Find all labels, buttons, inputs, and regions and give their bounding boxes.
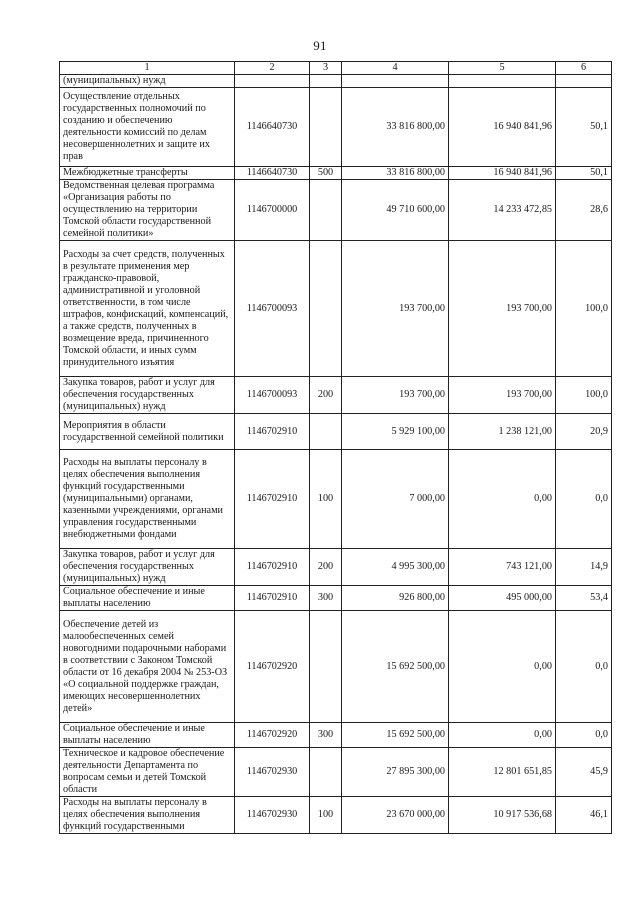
row-code: 1146702920: [235, 723, 310, 748]
row-planned-amount: [342, 75, 449, 88]
row-expense-type: 200: [310, 377, 342, 414]
header-col-4: 4: [342, 62, 449, 75]
row-planned-amount: 5 929 100,00: [342, 414, 449, 450]
row-code: 1146640730: [235, 88, 310, 167]
row-planned-amount: 33 816 800,00: [342, 88, 449, 167]
row-execution-percent: 28,6: [556, 180, 612, 241]
row-execution-percent: 0,0: [556, 611, 612, 723]
row-executed-amount: 0,00: [449, 611, 556, 723]
row-execution-percent: [556, 75, 612, 88]
header-row: [60, 62, 612, 75]
header-col-6: 6: [556, 62, 612, 75]
table-row: [60, 450, 612, 549]
row-code: 1146702930: [235, 797, 310, 834]
row-expense-type: 100: [310, 797, 342, 834]
row-name: Расходы за счет средств, полученных в результате применения мер гражданско-правовой, административной и уголовной ответственности, в том числе штрафов, конфискаций, компенсаций, а также средств, полученных в возмещение вреда, причиненного Томской области, и иных сумм принудительного изъятия: [60, 241, 235, 377]
row-execution-percent: 14,9: [556, 549, 612, 586]
row-executed-amount: 16 940 841,96: [449, 167, 556, 180]
header-col-2: 2: [235, 62, 310, 75]
row-executed-amount: 16 940 841,96: [449, 88, 556, 167]
table-row: [60, 75, 612, 88]
row-execution-percent: 46,1: [556, 797, 612, 834]
row-expense-type: 100: [310, 450, 342, 549]
row-code: 1146702930: [235, 748, 310, 797]
table-row: [60, 88, 612, 167]
row-name: (муниципальных) нужд: [60, 75, 235, 88]
row-planned-amount: 193 700,00: [342, 241, 449, 377]
row-code: 1146640730: [235, 167, 310, 180]
row-expense-type: 200: [310, 549, 342, 586]
row-name: Мероприятия в области государственной семейной политики: [60, 414, 235, 450]
header-col-5: 5: [449, 62, 556, 75]
table-row: [60, 748, 612, 797]
row-planned-amount: 33 816 800,00: [342, 167, 449, 180]
table-row: [60, 549, 612, 586]
table-row: [60, 241, 612, 377]
row-name: Закупка товаров, работ и услуг для обеспечения государственных (муниципальных) нужд: [60, 549, 235, 586]
table-row: [60, 180, 612, 241]
table-row: [60, 611, 612, 723]
row-expense-type: [310, 748, 342, 797]
row-code: 1146702920: [235, 611, 310, 723]
row-planned-amount: 193 700,00: [342, 377, 449, 414]
row-executed-amount: 0,00: [449, 723, 556, 748]
row-expense-type: 500: [310, 167, 342, 180]
row-name: Расходы на выплаты персоналу в целях обеспечения выполнения функций государственными: [60, 797, 235, 834]
row-planned-amount: 49 710 600,00: [342, 180, 449, 241]
row-planned-amount: 926 800,00: [342, 586, 449, 611]
row-name: Межбюджетные трансферты: [60, 167, 235, 180]
row-execution-percent: 0,0: [556, 450, 612, 549]
row-name: Расходы на выплаты персоналу в целях обеспечения выполнения функций государственными (муниципальными) органами, казенными учреждениями, органами управления государственными внебюджетными фондами: [60, 450, 235, 549]
row-executed-amount: 495 000,00: [449, 586, 556, 611]
row-name: Социальное обеспечение и иные выплаты населению: [60, 586, 235, 611]
row-code: [235, 75, 310, 88]
row-expense-type: [310, 88, 342, 167]
row-code: 1146702910: [235, 414, 310, 450]
row-name: Ведомственная целевая программа «Организация работы по осуществлению на территории Томской области государственной семейной политики»: [60, 180, 235, 241]
row-executed-amount: 10 917 536,68: [449, 797, 556, 834]
row-code: 1146702910: [235, 586, 310, 611]
row-executed-amount: 0,00: [449, 450, 556, 549]
row-code: 1146700000: [235, 180, 310, 241]
row-planned-amount: 7 000,00: [342, 450, 449, 549]
row-name: Социальное обеспечение и иные выплаты населению: [60, 723, 235, 748]
row-name: Обеспечение детей из малообеспеченных семей новогодними подарочными наборами в соответствии с Законом Томской области от 16 декабря 2004 № 253-ОЗ «О социальной поддержке граждан, имеющих несовершеннолетних детей»: [60, 611, 235, 723]
table-row: [60, 586, 612, 611]
row-execution-percent: 50,1: [556, 88, 612, 167]
row-execution-percent: 50,1: [556, 167, 612, 180]
row-code: 1146700093: [235, 241, 310, 377]
row-executed-amount: [449, 75, 556, 88]
budget-table: [59, 61, 612, 834]
row-executed-amount: 12 801 651,85: [449, 748, 556, 797]
row-executed-amount: 193 700,00: [449, 377, 556, 414]
row-code: 1146702910: [235, 549, 310, 586]
row-execution-percent: 45,9: [556, 748, 612, 797]
row-name: Закупка товаров, работ и услуг для обеспечения государственных (муниципальных) нужд: [60, 377, 235, 414]
row-execution-percent: 100,0: [556, 377, 612, 414]
row-name: Техническое и кадровое обеспечение деятельности Департамента по вопросам семьи и детей Томской области: [60, 748, 235, 797]
row-name: Осуществление отдельных государственных полномочий по созданию и обеспечению деятельности комиссий по делам несовершеннолетних и защите их прав: [60, 88, 235, 167]
row-planned-amount: 4 995 300,00: [342, 549, 449, 586]
row-executed-amount: 14 233 472,85: [449, 180, 556, 241]
header-col-1: 1: [60, 62, 235, 75]
row-expense-type: [310, 414, 342, 450]
row-executed-amount: 193 700,00: [449, 241, 556, 377]
row-execution-percent: 53,4: [556, 586, 612, 611]
row-execution-percent: 100,0: [556, 241, 612, 377]
row-expense-type: [310, 241, 342, 377]
page-number: 91: [313, 38, 327, 53]
row-expense-type: [310, 75, 342, 88]
row-expense-type: [310, 180, 342, 241]
table-row: [60, 723, 612, 748]
row-execution-percent: 0,0: [556, 723, 612, 748]
row-expense-type: [310, 611, 342, 723]
table-row: [60, 414, 612, 450]
row-planned-amount: 15 692 500,00: [342, 723, 449, 748]
row-expense-type: 300: [310, 586, 342, 611]
table-row: [60, 377, 612, 414]
table-row: [60, 167, 612, 180]
row-executed-amount: 1 238 121,00: [449, 414, 556, 450]
table-row: [60, 797, 612, 834]
row-code: 1146700093: [235, 377, 310, 414]
row-planned-amount: 15 692 500,00: [342, 611, 449, 723]
row-planned-amount: 27 895 300,00: [342, 748, 449, 797]
row-expense-type: 300: [310, 723, 342, 748]
row-execution-percent: 20,9: [556, 414, 612, 450]
header-col-3: 3: [310, 62, 342, 75]
row-code: 1146702910: [235, 450, 310, 549]
row-planned-amount: 23 670 000,00: [342, 797, 449, 834]
row-executed-amount: 743 121,00: [449, 549, 556, 586]
